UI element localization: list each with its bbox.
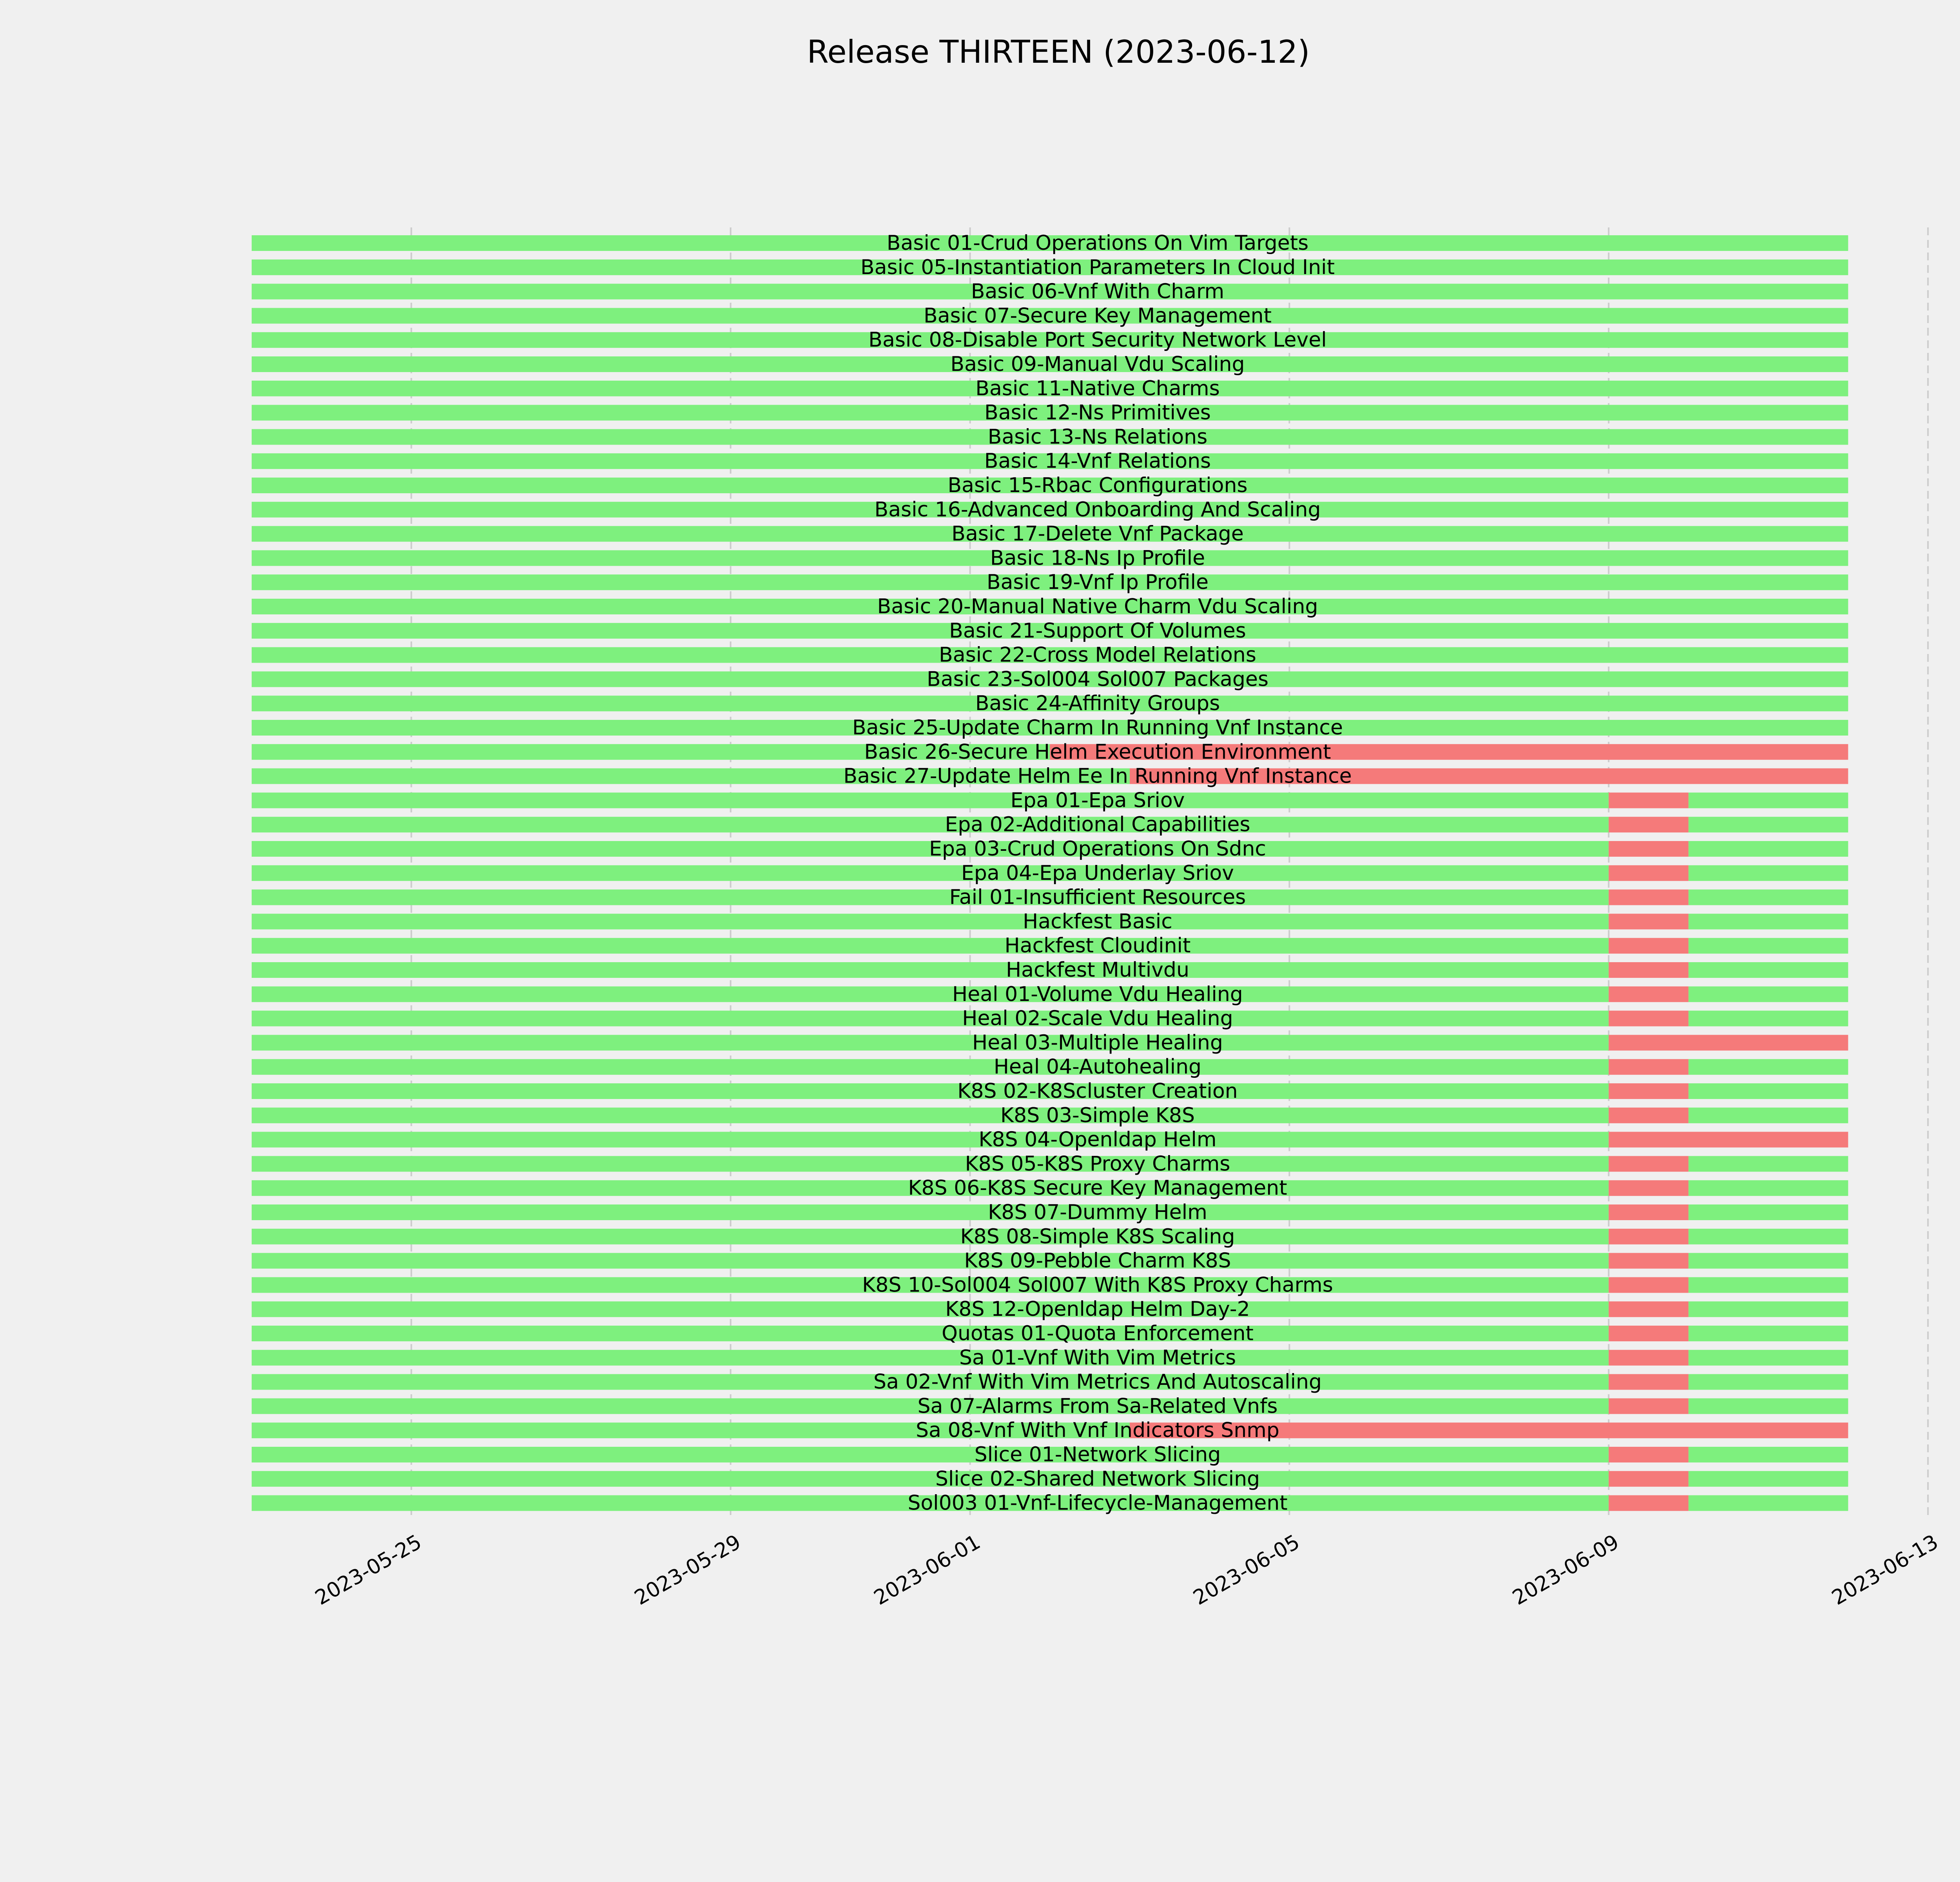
bar-segment-fail: [1609, 1204, 1689, 1220]
test-name-label: Epa 02-Additional Capabilities: [945, 813, 1250, 837]
bar-segment-fail: [1609, 1374, 1689, 1390]
chart-title: Release THIRTEEN (2023-06-12): [807, 34, 1310, 70]
bar-segment-fail: [1609, 1495, 1689, 1511]
test-name-label: K8S 10-Sol004 Sol007 With K8S Proxy Charms: [862, 1273, 1333, 1297]
x-tick-label: 2023-05-25: [311, 1530, 426, 1610]
bar-segment-pass: [1688, 817, 1848, 832]
test-name-label: Basic 09-Manual Vdu Scaling: [950, 352, 1245, 376]
bar-segment-fail: [1609, 890, 1689, 905]
bar-segment-fail: [1609, 841, 1689, 857]
bar-segment-pass: [1688, 1350, 1848, 1366]
test-name-label: K8S 06-K8S Secure Key Management: [908, 1176, 1287, 1200]
bar-segment-fail: [1609, 1471, 1689, 1487]
test-name-label: Fail 01-Insufficient Resources: [949, 885, 1246, 909]
bar-segment-pass: [1688, 938, 1848, 954]
test-name-label: Heal 03-Multiple Healing: [972, 1031, 1223, 1055]
test-name-label: Hackfest Basic: [1023, 910, 1172, 934]
bar-segment-pass: [252, 938, 1609, 954]
bar-segment-pass: [252, 914, 1609, 929]
bar-segment-pass: [252, 1035, 1609, 1050]
bar-segment-pass: [252, 1471, 1609, 1487]
bar-segment-pass: [252, 1156, 1609, 1172]
test-name-label: K8S 02-K8Scluster Creation: [957, 1079, 1238, 1103]
x-tick-label: 2023-05-29: [630, 1530, 745, 1610]
bar-segment-pass: [1688, 865, 1848, 881]
bar-segment-pass: [1688, 1398, 1848, 1414]
test-name-label: Basic 24-Affinity Groups: [975, 692, 1220, 716]
test-name-label: Basic 17-Delete Vnf Package: [951, 522, 1244, 546]
bar-segment-pass: [1688, 1374, 1848, 1390]
test-name-label: Basic 15-Rbac Configurations: [947, 474, 1248, 497]
bar-segment-pass: [252, 1350, 1609, 1366]
bar-segment-pass: [1688, 1059, 1848, 1075]
test-name-label: Basic 27-Update Helm Ee In Running Vnf Instance: [843, 764, 1352, 788]
test-name-label: Epa 03-Crud Operations On Sdnc: [929, 837, 1266, 861]
bar-segment-fail: [1609, 1301, 1689, 1317]
bar-segment-pass: [252, 1301, 1609, 1317]
bar-segment-pass: [1688, 962, 1848, 978]
bar-segment-fail: [1609, 1350, 1689, 1366]
bar-segment-fail: [1609, 1059, 1689, 1075]
bar-segment-fail: [1609, 986, 1689, 1002]
bar-segment-pass: [252, 817, 1609, 832]
bar-segment-pass: [252, 986, 1609, 1002]
test-name-label: Basic 25-Update Charm In Running Vnf Instance: [852, 716, 1343, 739]
bar-segment-pass: [1688, 1108, 1848, 1123]
test-name-label: Basic 07-Secure Key Management: [924, 304, 1272, 328]
test-name-label: Sol003 01-Vnf-Lifecycle-Management: [907, 1491, 1288, 1515]
bar-segment-pass: [252, 1108, 1609, 1123]
test-name-label: Heal 01-Volume Vdu Healing: [952, 982, 1243, 1006]
bar-segment-fail: [1609, 817, 1689, 832]
x-tick-label: 2023-06-05: [1189, 1530, 1304, 1610]
test-name-label: Basic 01-Crud Operations On Vim Targets: [886, 231, 1309, 255]
test-name-label: K8S 03-Simple K8S: [1000, 1103, 1195, 1127]
bar-segment-pass: [252, 890, 1609, 905]
bar-segment-pass: [1688, 1229, 1848, 1244]
bar-segment-pass: [1688, 1253, 1848, 1269]
test-name-label: Basic 18-Ns Ip Profile: [990, 546, 1205, 570]
test-name-label: Basic 13-Ns Relations: [987, 425, 1208, 449]
bar-segment-fail: [1609, 1011, 1689, 1026]
bar-segment-fail: [1609, 1035, 1848, 1050]
bar-segment-pass: [1688, 914, 1848, 929]
bar-segment-fail: [1609, 1156, 1689, 1172]
bar-segment-fail: [1609, 1447, 1689, 1462]
test-name-label: Sa 01-Vnf With Vim Metrics: [959, 1346, 1236, 1370]
test-name-label: Basic 20-Manual Native Charm Vdu Scaling: [877, 595, 1318, 618]
bar-segment-fail: [1609, 938, 1689, 954]
test-name-label: K8S 12-Openldap Helm Day-2: [945, 1297, 1250, 1321]
bar-segment-pass: [1688, 1180, 1848, 1196]
test-name-label: Basic 05-Instantiation Parameters In Cloud Init: [860, 255, 1335, 279]
bar-segment-pass: [1688, 1156, 1848, 1172]
test-name-label: Basic 22-Cross Model Relations: [939, 643, 1256, 667]
bar-segment-pass: [252, 1447, 1609, 1462]
test-name-label: Sa 07-Alarms From Sa-Related Vnfs: [917, 1394, 1278, 1418]
test-name-label: K8S 05-K8S Proxy Charms: [965, 1152, 1230, 1176]
test-name-label: Basic 06-Vnf With Charm: [971, 280, 1225, 303]
test-name-label: Heal 02-Scale Vdu Healing: [962, 1006, 1233, 1030]
bar-segment-pass: [1688, 792, 1848, 808]
bar-segment-pass: [1688, 1277, 1848, 1293]
bar-segment-pass: [252, 1229, 1609, 1244]
bar-segment-fail: [1609, 1132, 1848, 1148]
bar-segment-pass: [1688, 1083, 1848, 1099]
bar-segment-fail: [1609, 1277, 1689, 1293]
bar-segment-pass: [1688, 1204, 1848, 1220]
bar-segment-fail: [1609, 865, 1689, 881]
bar-segment-pass: [252, 792, 1609, 808]
bar-segment-pass: [252, 962, 1609, 978]
test-name-label: Heal 04-Autohealing: [993, 1055, 1202, 1079]
bar-segment-pass: [252, 1132, 1609, 1148]
test-name-label: Basic 19-Vnf Ip Profile: [986, 570, 1209, 594]
bar-segment-fail: [1609, 962, 1689, 978]
bar-segment-pass: [1688, 890, 1848, 905]
bar-segment-fail: [1609, 1253, 1689, 1269]
bar-segment-pass: [252, 865, 1609, 881]
test-name-label: Sa 02-Vnf With Vim Metrics And Autoscaling: [873, 1370, 1322, 1394]
bar-segment-pass: [1688, 1495, 1848, 1511]
test-name-label: Basic 16-Advanced Onboarding And Scaling: [874, 498, 1321, 521]
test-name-label: Basic 26-Secure Helm Execution Environment: [864, 740, 1331, 764]
bar-segment-fail: [1609, 1398, 1689, 1414]
test-name-label: Basic 14-Vnf Relations: [984, 449, 1211, 473]
x-tick-label: 2023-06-01: [870, 1530, 985, 1610]
test-name-label: Quotas 01-Quota Enforcement: [942, 1322, 1254, 1345]
bar-segment-pass: [1688, 1471, 1848, 1487]
test-name-label: Slice 01-Network Slicing: [974, 1443, 1221, 1466]
bar-segment-pass: [1688, 986, 1848, 1002]
test-name-label: Hackfest Cloudinit: [1004, 934, 1191, 958]
test-name-label: Basic 23-Sol004 Sol007 Packages: [927, 667, 1269, 691]
bar-segment-fail: [1609, 1083, 1689, 1099]
test-name-label: Hackfest Multivdu: [1006, 958, 1189, 982]
bar-segment-pass: [1688, 841, 1848, 857]
bar-segment-fail: [1609, 792, 1689, 808]
bar-segment-fail: [1609, 1108, 1689, 1123]
test-name-label: Basic 08-Disable Port Security Network Level: [868, 328, 1327, 352]
bar-segment-fail: [1609, 1229, 1689, 1244]
bar-segment-pass: [1688, 1011, 1848, 1026]
test-name-label: K8S 09-Pebble Charm K8S: [964, 1249, 1231, 1273]
bar-segment-pass: [1688, 1447, 1848, 1462]
test-name-label: Epa 01-Epa Sriov: [1010, 788, 1185, 812]
bar-segment-pass: [252, 1204, 1609, 1220]
bar-segment-pass: [252, 1011, 1609, 1026]
bar-segment-pass: [252, 1253, 1609, 1269]
bar-segment-pass: [1688, 1326, 1848, 1341]
test-name-label: Basic 11-Native Charms: [975, 376, 1220, 400]
test-name-label: Epa 04-Epa Underlay Sriov: [961, 861, 1234, 885]
bar-segment-pass: [252, 1059, 1609, 1075]
test-name-label: K8S 04-Openldap Helm: [978, 1128, 1217, 1152]
bar-segment-pass: [252, 1326, 1609, 1341]
bar-segment-fail: [1609, 914, 1689, 929]
test-name-label: Basic 21-Support Of Volumes: [949, 619, 1246, 643]
bar-segment-fail: [1609, 1326, 1689, 1341]
test-name-label: Basic 12-Ns Primitives: [984, 401, 1211, 425]
test-name-label: K8S 07-Dummy Helm: [988, 1201, 1207, 1224]
test-name-label: K8S 08-Simple K8S Scaling: [960, 1224, 1235, 1248]
test-name-label: Slice 02-Shared Network Slicing: [935, 1467, 1260, 1491]
test-name-label: Sa 08-Vnf With Vnf Indicators Snmp: [916, 1419, 1279, 1442]
bar-segment-fail: [1609, 1180, 1689, 1196]
x-tick-label: 2023-06-09: [1508, 1530, 1623, 1610]
x-tick-label: 2023-06-13: [1828, 1530, 1942, 1610]
bar-segment-pass: [1688, 1301, 1848, 1317]
bar-segment-pass: [252, 1083, 1609, 1099]
